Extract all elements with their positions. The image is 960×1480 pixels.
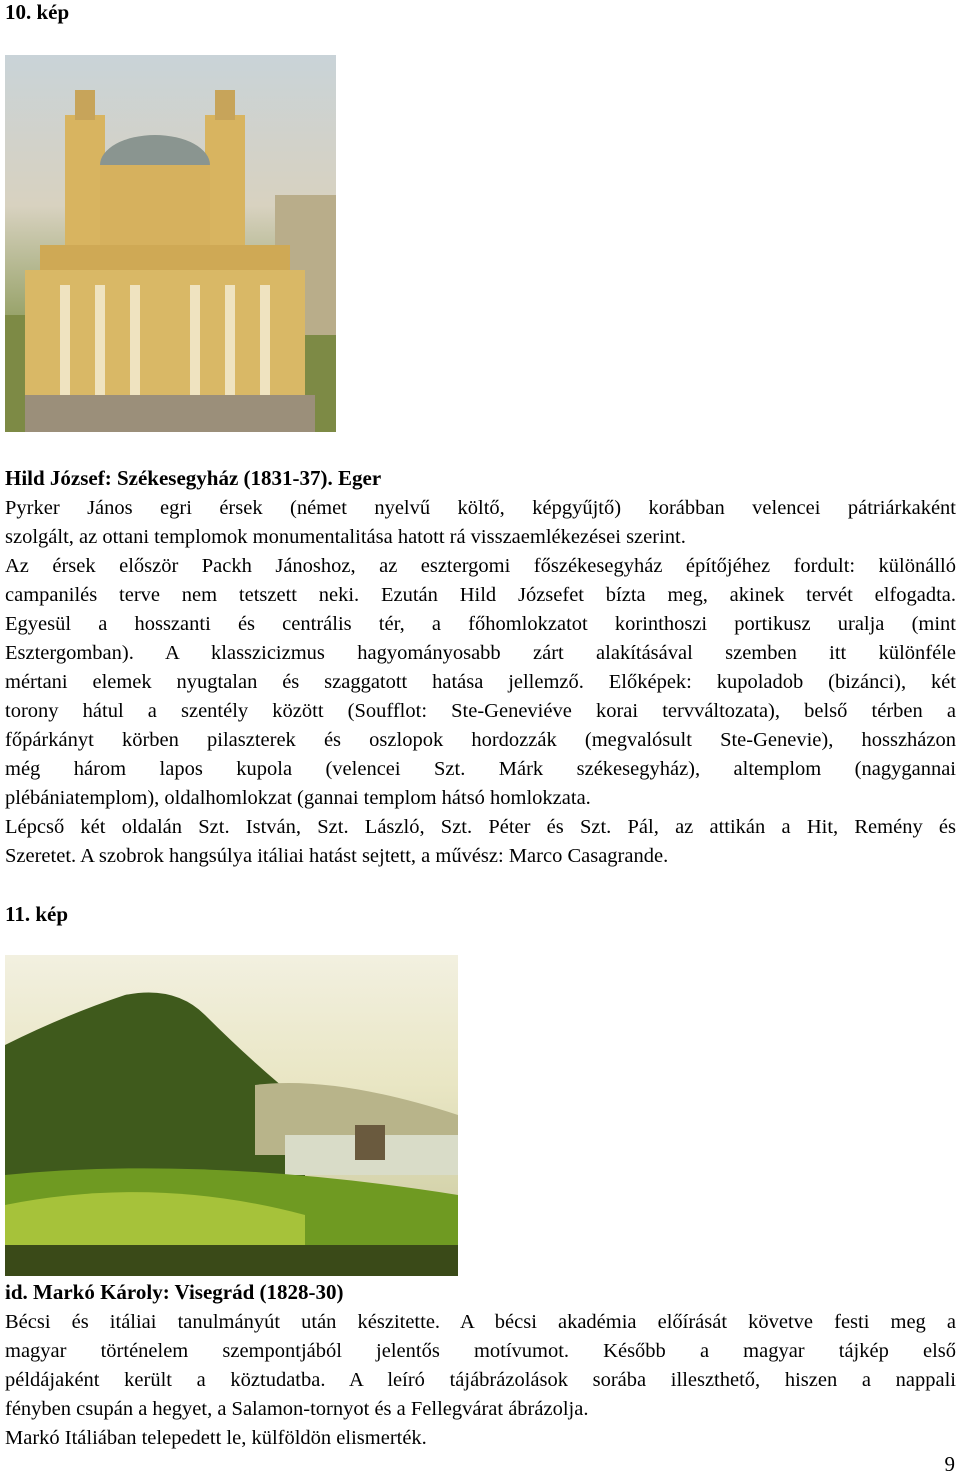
paragraph-line: példájaként került a köztudatba. A leíró tájábrázolások sorába illeszthető, hiszen a nappali (5, 1369, 956, 1391)
paragraph-line: Egyesül a hosszanti és centrális tér, a főhomlokzatot korinthoszi portikusz uralja (mint (5, 613, 956, 635)
paragraph-line: szolgált, az ottani templomok monumentalitása hatott rá visszaemlékezései szerint. (5, 526, 686, 548)
paragraph-line: magyar történelem szempontjából jelentős motívumot. Később a magyar tájkép első (5, 1340, 956, 1362)
paragraph-line: fényben csupán a hegyet, a Salamon-tornyot és a Fellegvárat ábrázolja. (5, 1398, 589, 1420)
paragraph-line: még három lapos kupola (velencei Szt. Márk székesegyház), altemplom (nagygannai (5, 758, 956, 780)
paragraph-line: Markó Itáliában telepedett le, külföldön elismerték. (5, 1427, 427, 1449)
figure1-caption: Hild József: Székesegyház (1831-37). Eger (5, 466, 382, 490)
page-number: 9 (944, 1452, 955, 1476)
paragraph-line: Szeretet. A szobrok hangsúlya itáliai hatást sejtett, a művész: Marco Casagrande. (5, 845, 669, 867)
paragraph-line: mértani elemek nyugtalan és szaggatott hatása jellemző. Előképek: kupoladob (bizánci), két (5, 671, 956, 693)
paragraph-line: Bécsi és itáliai tanulmányút után készitette. A bécsi akadémia előírását követve festi meg a (5, 1311, 956, 1333)
figure2-caption: id. Markó Károly: Visegrád (1828-30) (5, 1280, 344, 1304)
figure1-label: 10. kép (5, 0, 70, 24)
paragraph-line: Esztergomban). A klasszicizmus hagyományosabb zárt alakításával szemben itt különféle (5, 642, 956, 664)
paragraph-line: plébániatemplom), oldalhomlokzat (gannai templom hátsó homlokzata. (5, 787, 591, 809)
cathedral-photo (5, 55, 336, 432)
paragraph-line: campanilés terve nem tetszett neki. Ezután Hild Józsefet bízta meg, akinek tervét elfogadta. (5, 584, 956, 606)
paragraph-line: Pyrker János egri érsek (német nyelvű költő, képgyűjtő) korábban velencei pátriárkaként (5, 497, 956, 519)
paragraph-line: főpárkányt körben pilaszterek és oszlopok hordozzák (megvalósult Ste-Genevie), hosszházon (5, 729, 956, 751)
figure2-label: 11. kép (5, 902, 69, 926)
paragraph-line: Lépcső két oldalán Szt. István, Szt. László, Szt. Péter és Szt. Pál, az attikán a Hit, Remény és (5, 816, 956, 838)
visegrad-painting (5, 955, 458, 1276)
paragraph-line: torony hátul a szentély között (Soufflot: Ste-Geneviéve korai tervváltozata), belső térben a (5, 700, 956, 722)
paragraph-line: Az érsek először Packh Jánoshoz, az esztergomi főszékesegyház építőjéhez fordult: különálló (5, 555, 956, 577)
